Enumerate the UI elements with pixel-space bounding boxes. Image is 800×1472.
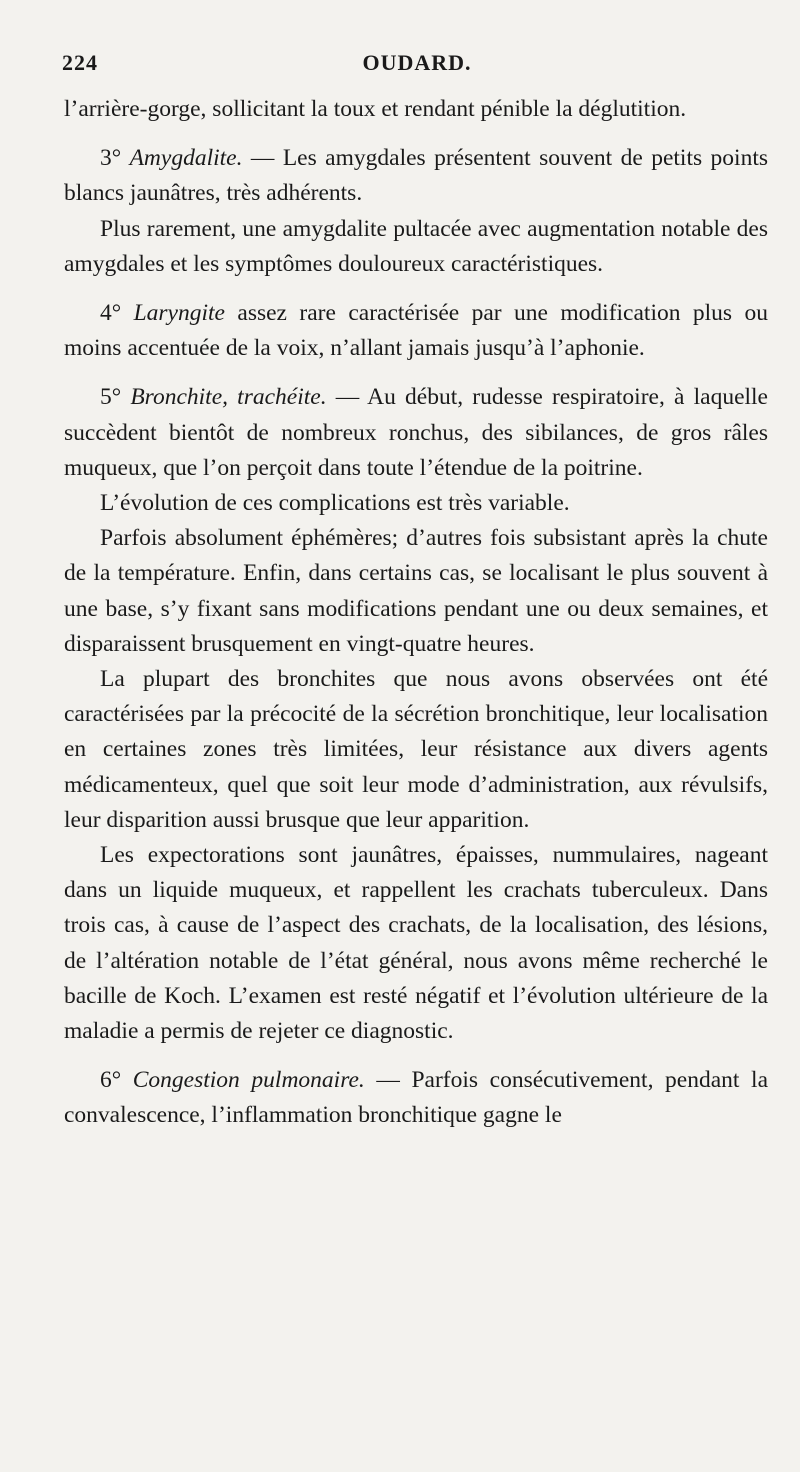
item-number: 3°: [100, 145, 130, 172]
item-number: 5°: [100, 384, 131, 411]
item-number: 4°: [100, 300, 134, 327]
running-title: OUDARD.: [362, 50, 472, 75]
section-heading: Amygdalite.: [129, 145, 243, 172]
paragraph: L’évolution de ces complications est très variable.: [100, 490, 570, 517]
paragraph-laryngite: [64, 296, 768, 366]
paragraph: La plupart des bronchites que nous avons observées ont été caractérisées par la précocité de la sécrétion bronchitique, leur localisation en certaines zones très limitées, leur résistance aux divers agents médicamenteux, quel que soit leur mode d’administration, aux révulsifs, leur disparition aussi brusque que leur apparition.: [64, 666, 768, 833]
paragraph-text: — Les amygdales présentent souvent de petits points blancs jaunâtres, très adhérents.: [64, 145, 768, 207]
paragraph-continuation: l’arrière-gorge, sollicitant la toux et rendant pénible la déglutition.: [64, 96, 687, 122]
paragraph-amygdalite: [64, 141, 768, 211]
paragraph: Les expectorations sont jaunâtres, épaisses, nummulaires, nageant dans un liquide muqueux, et rappellent les crachats tuberculeux. Dans trois cas, à cause de l’aspect des crachats, de la localisation, des lésions, de l’altération notable de l’état général, nous avons même recherché le bacille de Koch. L’examen est resté négatif et l’évolution ultérieure de la maladie a permis de rejeter ce diagnostic.: [64, 842, 768, 1045]
paragraph-congestion: [64, 1063, 768, 1133]
item-number: 6°: [100, 1067, 133, 1094]
paragraph-text: assez rare caractérisée par une modification plus ou moins accentuée de la voix, n’allant jamais jusqu’à l’aphonie.: [64, 300, 768, 362]
paragraph-bronchite: [64, 380, 768, 486]
paragraph-text: — Au début, rudesse respiratoire, à laquelle succèdent bientôt de nombreux ronchus, des sibilances, de gros râles muqueux, que l’on perçoit dans toute l’étendue de la poitrine.: [64, 384, 768, 481]
page-header: [62, 50, 772, 90]
paragraph-text: — Parfois consécutivement, pendant la convalescence, l’inflammation bronchitique gagne le: [64, 1067, 768, 1129]
section-heading: Laryngite: [133, 300, 225, 327]
paragraph: Plus rarement, une amygdalite pultacée avec augmentation notable des amygdales et les symptômes douloureux caractéristiques.: [64, 215, 768, 277]
paragraph: Parfois absolument éphémères; d’autres fois subsistant après la chute de la température. Enfin, dans certains cas, se localisant le plus souvent à une base, s’y fixant sans modifications pendant une ou deux semaines, et disparaissent brusquement en vingt-quatre heures.: [64, 525, 768, 657]
section-heading: Bronchite, trachéite.: [130, 384, 327, 411]
page-number: 224: [62, 50, 98, 75]
page-body: [64, 92, 768, 1134]
section-heading: Congestion pulmonaire.: [132, 1067, 365, 1094]
